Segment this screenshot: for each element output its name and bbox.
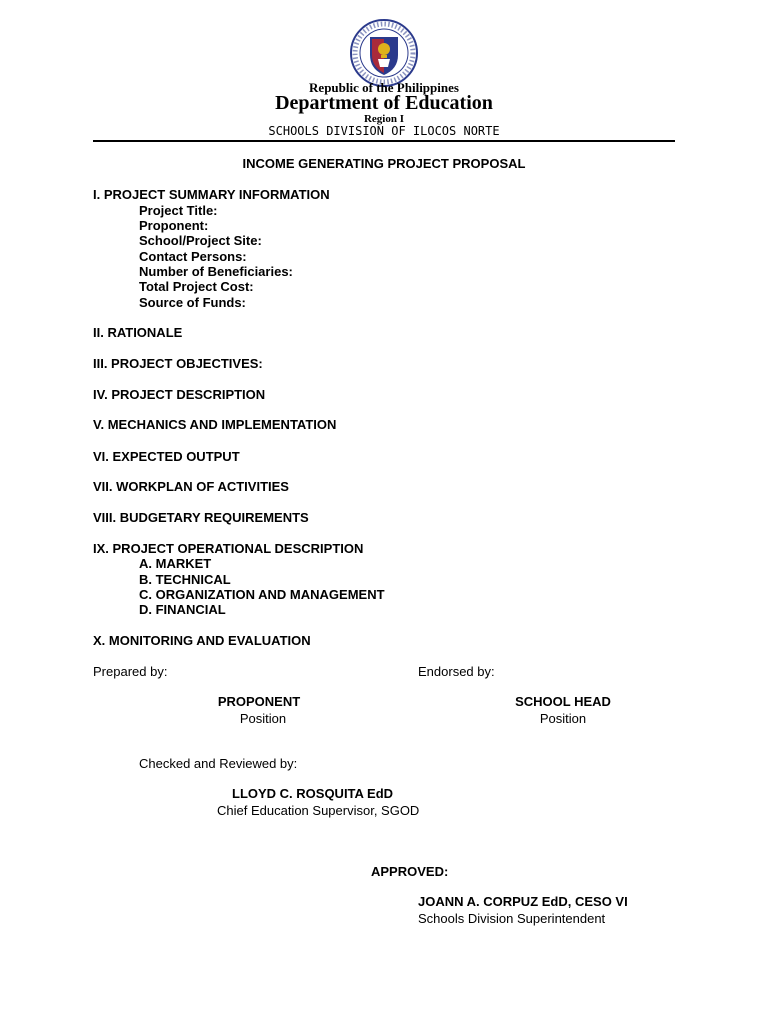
school-head-name: SCHOOL HEAD — [515, 694, 611, 709]
summary-item: Proponent: — [139, 218, 209, 233]
checker-name: LLOYD C. ROSQUITA EdD — [232, 786, 394, 801]
operational-item: D. FINANCIAL — [139, 602, 226, 617]
section-heading: VII. WORKPLAN OF ACTIVITIES — [93, 479, 289, 494]
summary-item: Source of Funds: — [139, 295, 246, 310]
region-heading: Region I — [363, 113, 405, 125]
summary-item: Total Project Cost: — [139, 279, 254, 294]
prepared-by-label: Prepared by: — [93, 664, 168, 679]
document-title: INCOME GENERATING PROJECT PROPOSAL — [242, 156, 526, 171]
section-heading: IX. PROJECT OPERATIONAL DESCRIPTION — [93, 541, 364, 556]
operational-item: B. TECHNICAL — [139, 572, 231, 587]
deped-seal — [350, 19, 418, 87]
proponent-position: Position — [239, 711, 287, 726]
summary-item: Number of Beneficiaries: — [139, 264, 293, 279]
section-heading: VI. EXPECTED OUTPUT — [93, 449, 240, 464]
summary-item: School/Project Site: — [139, 233, 262, 248]
endorsed-by-label: Endorsed by: — [418, 664, 495, 679]
section-heading: I. PROJECT SUMMARY INFORMATION — [93, 187, 330, 202]
operational-item: C. ORGANIZATION AND MANAGEMENT — [139, 587, 385, 602]
summary-item: Contact Persons: — [139, 249, 247, 264]
section-heading: II. RATIONALE — [93, 325, 183, 340]
section-heading: VIII. BUDGETARY REQUIREMENTS — [93, 510, 309, 525]
division-heading: SCHOOLS DIVISION OF ILOCOS NORTE — [268, 124, 500, 138]
department-heading: Department of Education — [275, 92, 493, 114]
section-heading: X. MONITORING AND EVALUATION — [93, 633, 311, 648]
section-heading: V. MECHANICS AND IMPLEMENTATION — [93, 417, 337, 432]
operational-item: A. MARKET — [139, 556, 212, 571]
approver-position: Schools Division Superintendent — [418, 911, 606, 926]
approver-name: JOANN A. CORPUZ EdD, CESO VI — [418, 894, 628, 909]
republic-heading: Republic of the Philippines — [309, 80, 459, 95]
school-head-position: Position — [539, 711, 587, 726]
checked-by-label: Checked and Reviewed by: — [139, 756, 298, 771]
section-heading: IV. PROJECT DESCRIPTION — [93, 387, 266, 402]
checker-position: Chief Education Supervisor, SGOD — [217, 803, 420, 818]
header-divider — [93, 140, 675, 142]
summary-item: Project Title: — [139, 203, 218, 218]
approved-label: APPROVED: — [371, 864, 449, 879]
proponent-name: PROPONENT — [217, 694, 301, 709]
section-heading: III. PROJECT OBJECTIVES: — [93, 356, 263, 371]
